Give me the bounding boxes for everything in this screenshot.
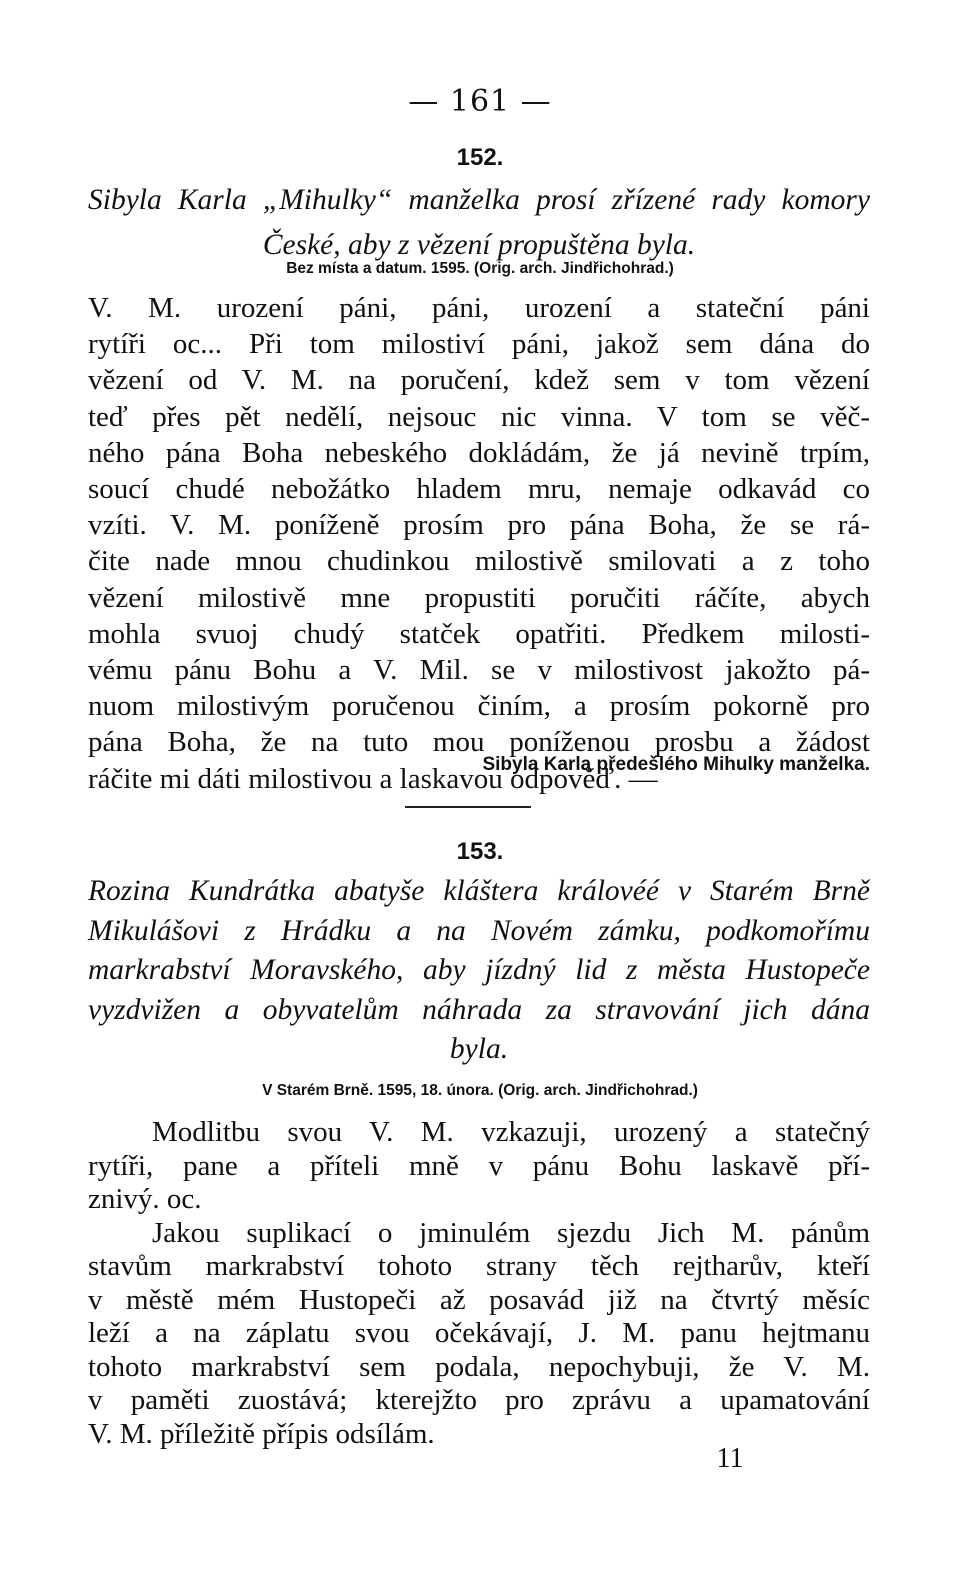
body-line: tohoto markrabství sem podala, nepochybuji, že V. M. — [88, 1350, 870, 1383]
body-line: Modlitbu svou V. M. vzkazuji, urozený a statečný — [152, 1116, 870, 1148]
source-note-152: Bez místa a datum. 1595. (Orig. arch. Jindřichohrad.) — [286, 260, 674, 277]
body-line: vězení milostivě mne propustiti poručiti ráčíte, abych — [88, 581, 870, 614]
body-line: v městě mém Hustopeči až posavád již na čtvrtý měsíc — [88, 1283, 870, 1316]
document-title-153 — [88, 872, 870, 1070]
body-line: soucí chudé nebožátko hladem mru, nemaje odkavád co — [88, 473, 870, 506]
body-line: rytíři, pane a příteli mně v pánu Bohu laskavě pří- — [88, 1149, 870, 1182]
document-title-152 — [88, 178, 870, 268]
body-line: ného pána Boha nebeského dokládám, že já nevině trpím, — [88, 436, 870, 469]
body-line: teď přes pět nedělí, nejsouc nic vinna. V tom se věč- — [88, 400, 870, 433]
title-line: vyzdvižen a obyvatelům náhrada za stravování jich dána — [88, 993, 870, 1026]
body-line: V. M. příležitě přípis odsílám. — [88, 1417, 435, 1450]
section-divider — [405, 806, 531, 808]
title-line: Rozina Kundrátka abatyše kláštera královéé v Starém Brně — [88, 875, 870, 907]
document-number-152: 152. — [456, 144, 504, 171]
page-number-header: — 161 — — [408, 84, 552, 119]
letter-body-153 — [88, 1116, 870, 1451]
body-line: vězení od V. M. na poručení, kdež sem v tom vězení — [88, 364, 870, 397]
body-line: mohla svuoj chudý statček opatřiti. Předkem milosti- — [88, 617, 870, 650]
title-line: byla. — [449, 1033, 509, 1065]
body-line: stavům markrabství tohoto strany těch rejtharův, kteří — [88, 1250, 870, 1282]
body-line: V. M. urození páni, páni, urození a stateční páni — [88, 292, 870, 324]
body-line: čite nade mnou chudinkou milostivě smilovati a z toho — [88, 545, 870, 578]
body-line: pána Boha, že na tuto mou poníženou prosbu a žádost — [88, 726, 870, 759]
source-note-153: V Starém Brně. 1595, 18. února. (Orig. arch. Jindřichohrad.) — [262, 1082, 698, 1099]
body-line: znivý. oc. — [88, 1183, 202, 1215]
body-line: vému pánu Bohu a V. Mil. se v milostivost jakožto pá- — [88, 654, 870, 687]
signature-mark: 11 — [716, 1443, 744, 1474]
signature-152: Sibyla Karla předešlého Mihulky manželka. — [482, 754, 870, 775]
body-line: vzíti. V. M. poníženě prosím pro pána Boha, že se rá- — [88, 509, 870, 542]
body-line: rytíři oc... Při tom milostiví páni, jakož sem dána do — [88, 328, 870, 361]
title-line: markrabství Moravského, aby jízdný lid z města Hustopeče — [88, 954, 870, 986]
title-line: Mikulášovi z Hrádku a na Novém zámku, podkomořímu — [88, 914, 870, 947]
body-line: Jakou suplikací o jminulém sjezdu Jich M. pánům — [152, 1216, 870, 1249]
letter-body-152 — [88, 290, 870, 797]
document-number-153: 153. — [456, 838, 504, 865]
title-line: České, aby z vězení propuštěna byla. — [262, 229, 696, 261]
body-line: leží a na záplatu svou očekávají, J. M. panu hejtmanu — [88, 1317, 870, 1349]
body-line: v paměti zuostává; kterejžto pro zprávu a upamatování — [88, 1384, 870, 1416]
body-line: ráčite mi dáti milostivou a laskavou odpověď. — — [88, 762, 658, 795]
title-line: Sibyla Karla „Mihulky“ manželka prosí zřízené rady komory — [88, 184, 870, 216]
body-line: nuom milostivým poručenou činím, a prosím pokorně pro — [88, 690, 870, 723]
